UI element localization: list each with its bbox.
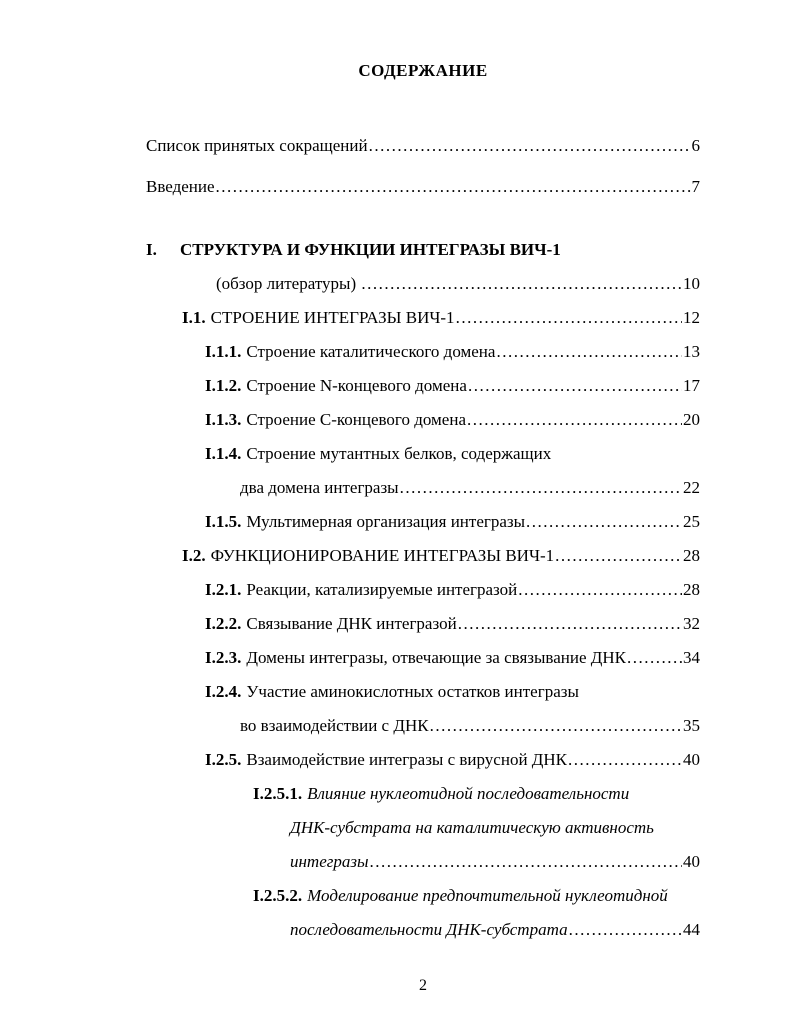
toc-entry-page: 13 bbox=[683, 342, 700, 361]
leader-dots bbox=[369, 136, 691, 156]
toc-entry-label: ДНК-субстрата на каталитическую активность bbox=[290, 818, 654, 837]
toc-entry-number: I.1.5. bbox=[205, 512, 242, 531]
toc-entry bbox=[146, 376, 700, 396]
leader-dots bbox=[456, 308, 682, 328]
toc-entry bbox=[146, 580, 700, 600]
toc-entry bbox=[146, 240, 700, 260]
leader-dots bbox=[496, 342, 682, 362]
toc-entry-label: Взаимодействие интегразы с вирусной ДНК bbox=[246, 750, 568, 769]
toc-entry-label: Мультимерная организация интегразы bbox=[246, 512, 526, 531]
toc-entry bbox=[146, 852, 700, 872]
toc-entry-page: 40 bbox=[683, 750, 700, 769]
toc-entry-number: I.1.1. bbox=[205, 342, 242, 361]
toc-entry bbox=[146, 274, 700, 294]
toc-entry-number: I.2.5. bbox=[205, 750, 242, 769]
toc-entry bbox=[146, 648, 700, 668]
toc-entry-label: Строение С-концевого домена bbox=[246, 410, 466, 429]
toc-entry bbox=[146, 886, 700, 906]
toc-entry-page: 44 bbox=[683, 920, 700, 939]
toc-entry-label: Строение мутантных белков, содержащих bbox=[246, 444, 552, 463]
page-number: 2 bbox=[419, 977, 427, 994]
toc-entry bbox=[146, 136, 700, 156]
toc-entry-number: I.2.5.2. bbox=[253, 886, 303, 905]
toc-entry-label: Домены интегразы, отвечающие за связывание ДНК bbox=[246, 648, 626, 667]
toc-entry-number: I.1.4. bbox=[205, 444, 242, 463]
leader-dots bbox=[467, 410, 682, 430]
toc-entry-page: 20 bbox=[683, 410, 700, 429]
toc-entry-number: I.2.2. bbox=[205, 614, 242, 633]
toc-entry-number: I. bbox=[146, 240, 157, 259]
toc-entry-page: 6 bbox=[691, 136, 700, 155]
leader-dots bbox=[430, 716, 682, 736]
leader-dots bbox=[568, 750, 682, 770]
leader-dots bbox=[555, 546, 682, 566]
leader-dots bbox=[370, 852, 682, 872]
toc-entry-label: СТРУКТУРА И ФУНКЦИИ ИНТЕГРАЗЫ ВИЧ-1 bbox=[180, 240, 561, 259]
toc-entry-label: Список принятых сокращений bbox=[146, 136, 368, 155]
toc-entry-page: 35 bbox=[683, 716, 700, 735]
toc-entry-number: I.2.1. bbox=[205, 580, 242, 599]
toc-entry-label: Связывание ДНК интегразой bbox=[246, 614, 457, 633]
toc-entry-page: 22 bbox=[683, 478, 700, 497]
toc-entry bbox=[146, 750, 700, 770]
toc-entry bbox=[146, 308, 700, 328]
toc-entry-label: Реакции, катализируемые интегразой bbox=[246, 580, 518, 599]
toc-entry bbox=[146, 342, 700, 362]
toc-entry-number: I.1.2. bbox=[205, 376, 242, 395]
toc-entry bbox=[146, 410, 700, 430]
toc-entry-number: I.1.3. bbox=[205, 410, 242, 429]
toc-entry bbox=[146, 546, 700, 566]
leader-dots bbox=[627, 648, 682, 668]
toc-entry-page: 34 bbox=[683, 648, 700, 667]
toc-entry-label: интегразы bbox=[290, 852, 369, 871]
leader-dots bbox=[569, 920, 682, 940]
toc-entry-label: во взаимодействии с ДНК bbox=[240, 716, 429, 735]
toc-entry-label: Введение bbox=[146, 177, 215, 196]
toc-entry bbox=[146, 818, 700, 838]
toc-entry-number: I.2.5.1. bbox=[253, 784, 303, 803]
leader-dots bbox=[400, 478, 682, 498]
leader-dots bbox=[526, 512, 682, 532]
toc-entry-page: 12 bbox=[683, 308, 700, 327]
toc-entry-number: I.1. bbox=[182, 308, 206, 327]
toc-entry-label: Участие аминокислотных остатков интегразы bbox=[246, 682, 579, 701]
leader-dots bbox=[468, 376, 682, 396]
toc-entry-page: 10 bbox=[683, 274, 700, 293]
toc-entry bbox=[146, 614, 700, 634]
toc-entry bbox=[146, 920, 700, 940]
toc-entry-label: Строение каталитического домена bbox=[246, 342, 496, 361]
leader-dots bbox=[518, 580, 682, 600]
toc-entry-label: (обзор литературы) bbox=[216, 274, 361, 293]
toc-entry-label: Влияние нуклеотидной последовательности bbox=[307, 784, 630, 803]
toc-entry-label: два домена интегразы bbox=[240, 478, 399, 497]
toc-entry-number: I.2.3. bbox=[205, 648, 242, 667]
toc-entry bbox=[146, 512, 700, 532]
toc-entry-page: 28 bbox=[683, 580, 700, 599]
toc-entry bbox=[146, 444, 700, 464]
leader-dots bbox=[458, 614, 682, 634]
toc-entry-page: 32 bbox=[683, 614, 700, 633]
toc-entry bbox=[146, 716, 700, 736]
toc-entry-number: I.2.4. bbox=[205, 682, 242, 701]
leader-dots bbox=[216, 177, 691, 197]
toc-entry-label: СТРОЕНИЕ ИНТЕГРАЗЫ ВИЧ-1 bbox=[210, 308, 455, 327]
toc-entry-page: 25 bbox=[683, 512, 700, 531]
toc-entries bbox=[146, 136, 700, 940]
leader-dots bbox=[361, 274, 682, 294]
toc-entry-page: 7 bbox=[691, 177, 700, 196]
toc-entry-label: Строение N-концевого домена bbox=[246, 376, 467, 395]
toc-entry-label: последовательности ДНК-субстрата bbox=[290, 920, 568, 939]
toc-entry-page: 28 bbox=[683, 546, 700, 565]
toc-entry-label: ФУНКЦИОНИРОВАНИЕ ИНТЕГРАЗЫ ВИЧ-1 bbox=[210, 546, 555, 565]
page-title: СОДЕРЖАНИЕ bbox=[358, 61, 488, 80]
toc-entry-page: 40 bbox=[683, 852, 700, 871]
toc-entry bbox=[146, 177, 700, 197]
toc-entry-number: I.2. bbox=[182, 546, 206, 565]
toc-entry-label: Моделирование предпочтительной нуклеотидной bbox=[307, 886, 668, 905]
toc-entry-page: 17 bbox=[683, 376, 700, 395]
toc-entry bbox=[146, 784, 700, 804]
toc-entry bbox=[146, 682, 700, 702]
toc-entry bbox=[146, 478, 700, 498]
